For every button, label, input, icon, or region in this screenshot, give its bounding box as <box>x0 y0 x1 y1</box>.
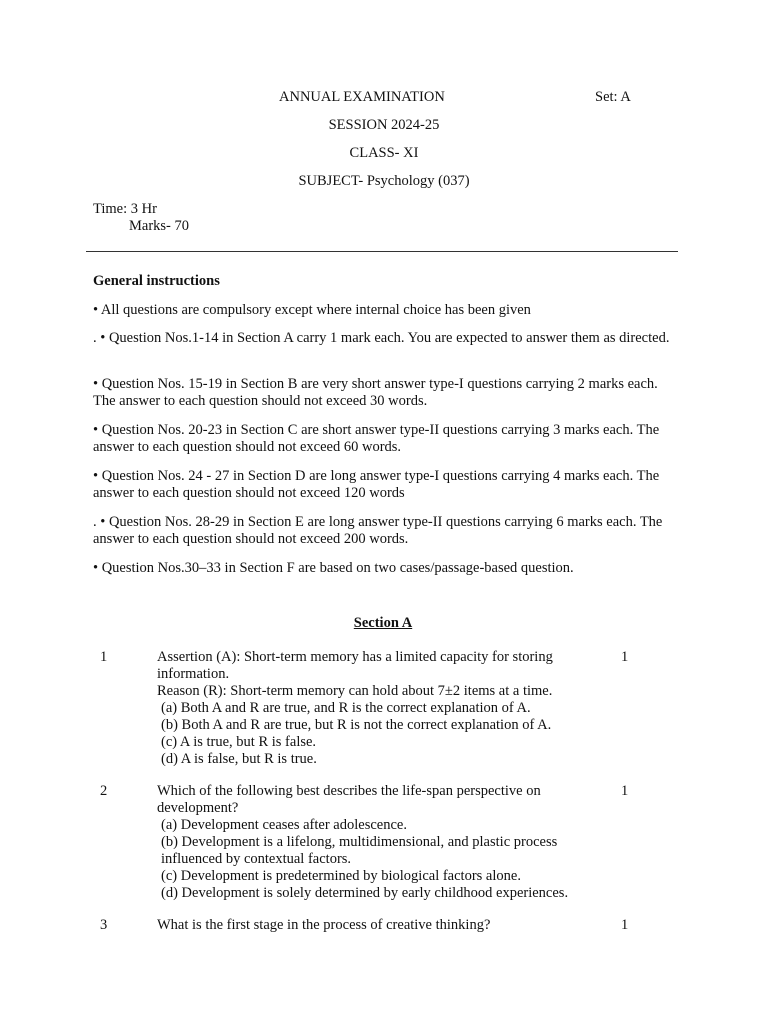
option-c: (c) A is true, but R is false. <box>161 734 317 750</box>
instructions-title: General instructions <box>93 273 220 289</box>
question-body <box>157 783 602 902</box>
session-label: SESSION 2024-25 <box>328 117 440 133</box>
question-stem: What is the first stage in the process of creative thinking? <box>157 917 491 933</box>
option-a: (a) Both A and R are true, and R is the correct explanation of A. <box>161 700 531 716</box>
option-c: (c) Development is predetermined by biological factors alone. <box>161 868 521 884</box>
question-marks: 1 <box>621 649 629 665</box>
instruction-item-6: . • Question Nos. 28-29 in Section E are long answer type-II questions carrying 6 marks each. The answer to each question should not exceed 200 words. <box>93 514 663 547</box>
instruction-item-3: • Question Nos. 15-19 in Section B are very short answer type-I questions carrying 2 marks each. The answer to each question should not exceed 30 words. <box>93 376 658 409</box>
class-label: CLASS- XI <box>349 145 419 161</box>
question-stem: Which of the following best describes the life-span perspective on development? <box>157 783 541 816</box>
section-a-title: Section A <box>353 615 413 631</box>
instruction-item-2: . • Question Nos.1-14 in Section A carry 1 mark each. You are expected to answer them as directed. <box>93 330 670 346</box>
option-d: (d) A is false, but R is true. <box>161 751 317 767</box>
question-body <box>157 649 602 768</box>
marks-label: Marks- 70 <box>129 218 190 234</box>
option-b: (b) Both A and R are true, but R is not the correct explanation of A. <box>161 717 552 733</box>
question-marks: 1 <box>621 783 629 799</box>
question-stem: Assertion (A): Short-term memory has a limited capacity for storing information. <box>157 649 553 682</box>
option-b: (b) Development is a lifelong, multidimensional, and plastic process influenced by contextual factors. <box>161 834 558 867</box>
subject-label: SUBJECT- Psychology (037) <box>298 173 470 189</box>
instruction-item-5: • Question Nos. 24 - 27 in Section D are long answer type-I questions carrying 4 marks each. The answer to each question should not exceed 120 words <box>93 468 660 501</box>
option-a: (a) Development ceases after adolescence. <box>161 817 407 833</box>
set-label: Set: A <box>595 89 631 105</box>
question-number: 2 <box>100 783 108 799</box>
instruction-item-4: • Question Nos. 20-23 in Section C are short answer type-II questions carrying 3 marks each. The answer to each question should not exceed 60 words. <box>93 422 660 455</box>
question-reason: Reason (R): Short-term memory can hold about 7±2 items at a time. <box>157 683 553 699</box>
exam-title: ANNUAL EXAMINATION <box>279 89 445 105</box>
instruction-item-7: • Question Nos.30–33 in Section F are based on two cases/passage-based question. <box>93 560 574 576</box>
question-body <box>157 917 602 934</box>
header-divider <box>86 251 678 252</box>
time-label: Time: 3 Hr <box>93 201 157 217</box>
question-number: 3 <box>100 917 108 933</box>
instruction-item-1: • All questions are compulsory except where internal choice has been given <box>93 302 531 318</box>
question-marks: 1 <box>621 917 629 933</box>
question-number: 1 <box>100 649 108 665</box>
option-d: (d) Development is solely determined by early childhood experiences. <box>161 885 569 901</box>
